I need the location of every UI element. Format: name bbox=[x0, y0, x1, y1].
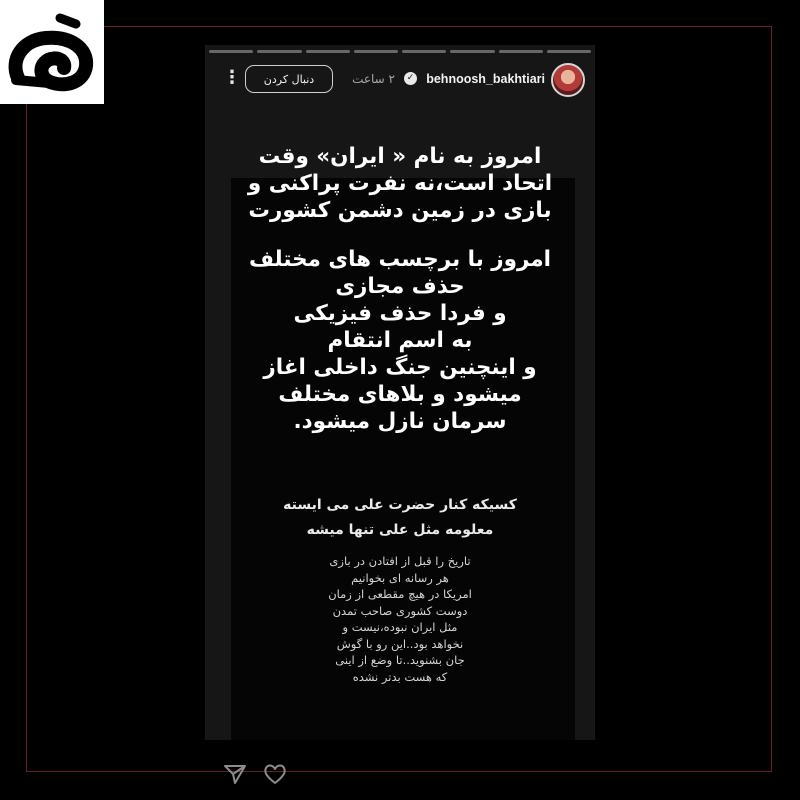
small-text-line: که هست بدتر نشده bbox=[352, 669, 448, 684]
verified-badge-icon: ✓ bbox=[404, 72, 417, 85]
username[interactable]: behnoosh_bakhtiari bbox=[426, 72, 545, 86]
main-text-line: بازی در زمین دشمن کشورت bbox=[248, 198, 552, 223]
small-text-line: نخواهد بود..این رو با گوش bbox=[336, 636, 464, 651]
story-main-text bbox=[221, 143, 579, 435]
line-gap bbox=[221, 224, 579, 246]
progress-segment bbox=[354, 50, 398, 53]
small-text-line: امریکا در هیچ مقطعی از زمان bbox=[328, 587, 472, 601]
main-text-line: امروز به نام « ایران» وقت bbox=[258, 144, 542, 169]
main-text-line: و اینچنین جنگ داخلی اغاز bbox=[263, 355, 537, 380]
small-text-line: دوست کشوری صاحب تمدن bbox=[332, 603, 468, 618]
progress-segment bbox=[306, 50, 350, 53]
main-text-line: میشود و بلاهای مختلف bbox=[278, 382, 522, 407]
main-text-line: حذف مجازی bbox=[335, 274, 465, 299]
main-text-line: امروز با برچسب های مختلف bbox=[248, 247, 552, 272]
small-text-line: هر رسانه ای بخوانیم bbox=[351, 570, 449, 585]
heart-icon[interactable] bbox=[262, 762, 288, 786]
story-actions bbox=[222, 762, 288, 786]
avatar[interactable] bbox=[551, 63, 585, 97]
small-text-line: جان بشنوید..تا وضع از اینی bbox=[335, 653, 465, 667]
main-text-line: و فردا حذف فیزیکی bbox=[293, 301, 507, 326]
progress-segment bbox=[209, 50, 253, 53]
story-progress-bar bbox=[209, 50, 591, 53]
progress-segment bbox=[499, 50, 543, 53]
channel-logo bbox=[0, 0, 104, 104]
progress-segment bbox=[450, 50, 494, 53]
main-text-line: اتحاد است،نه نفرت پراکنی و bbox=[247, 171, 553, 196]
quote-text-line: معلومه مثل علی تنها میشه bbox=[306, 522, 494, 538]
story-header bbox=[205, 59, 595, 115]
small-text-line: مثل ایران نبوده،نیست و bbox=[342, 620, 458, 634]
progress-segment bbox=[402, 50, 446, 53]
story-quote-text bbox=[221, 493, 579, 543]
progress-segment bbox=[257, 50, 301, 53]
follow-button[interactable]: دنبال کردن bbox=[245, 65, 333, 93]
more-vertical-icon[interactable]: ⋮ bbox=[223, 67, 241, 88]
main-text-line: سرمان نازل میشود. bbox=[293, 409, 507, 434]
story-card[interactable] bbox=[205, 45, 595, 740]
small-text-line: تاریخ را قبل از افتادن در بازی bbox=[329, 554, 471, 568]
post-time: ۲ ساعت bbox=[352, 72, 395, 86]
story-small-text bbox=[221, 553, 579, 685]
send-icon[interactable] bbox=[222, 762, 248, 786]
progress-segment bbox=[547, 50, 591, 53]
main-text-line: به اسم انتقام bbox=[327, 328, 473, 353]
quote-text-line: کسیکه کنار حضرت علی می ایسته bbox=[283, 497, 517, 513]
